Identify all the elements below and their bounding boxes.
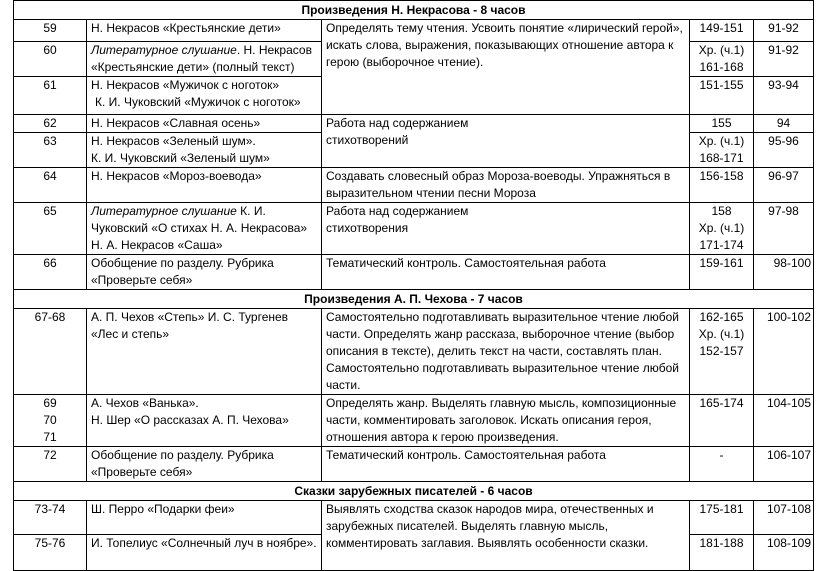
workbook-pages: 98-100	[754, 255, 814, 290]
work-title: Н. Некрасов «Славная осень»	[87, 115, 322, 133]
textbook-pages	[690, 203, 754, 255]
work-title	[87, 133, 322, 168]
pages-line: 161-168	[699, 60, 744, 74]
section-title: Произведения А. П. Чехова - 7 часов	[14, 290, 814, 309]
section-header	[14, 1, 814, 20]
work-title: Ш. Перро «Подарки феи»	[87, 501, 322, 535]
lesson-number: 60	[14, 42, 87, 77]
workbook-pages: 106-107	[754, 447, 814, 482]
lesson-number: 61	[14, 77, 87, 115]
lesson-number: 73-74	[14, 501, 87, 535]
work-title	[87, 395, 322, 447]
table-row	[14, 501, 814, 535]
work-title: Н. Некрасов «Мороз-воевода»	[87, 168, 322, 203]
workbook-pages: 93-94	[754, 77, 814, 115]
table-row	[14, 309, 814, 395]
activity-line: стихотворения	[326, 221, 409, 235]
lesson-number: 62	[14, 115, 87, 133]
lesson-number: 66	[14, 255, 87, 290]
work-title	[87, 77, 322, 115]
work-line: Н. Шер «О рассказах А. П. Чехова»	[91, 413, 289, 427]
lesson-number: 65	[14, 203, 87, 255]
textbook-pages: 156-158	[690, 168, 754, 203]
pages-line: Хр. (ч.1)	[698, 221, 745, 235]
table-row	[14, 395, 814, 447]
pages-line: 152-157	[699, 344, 744, 358]
workbook-pages: 96-97	[754, 168, 814, 203]
workbook-pages: 104-105	[754, 395, 814, 447]
table-row	[14, 255, 814, 290]
textbook-pages: -	[690, 447, 754, 482]
table-row	[14, 168, 814, 203]
lesson-number: 67-68	[14, 309, 87, 395]
workbook-pages: 107-108	[754, 501, 814, 535]
lesson-number: 63	[14, 133, 87, 168]
number-line: 69	[43, 396, 57, 410]
work-title-italic: Литературное слушание	[91, 43, 237, 57]
work-line: Н. Некрасов «Зеленый шум».	[91, 134, 256, 148]
work-line: К. И. Чуковский «Мужичок с ноготок»	[95, 95, 301, 109]
lesson-plan-table	[13, 0, 814, 571]
work-title: А. П. Чехов «Степь» И. С. Тургенев «Лес и степь»	[87, 309, 322, 395]
activity-description	[322, 115, 690, 168]
workbook-pages: 95-96	[754, 133, 814, 168]
lesson-number	[14, 395, 87, 447]
work-title	[87, 42, 322, 77]
activity-description: Создавать словесный образ Мороза-воеводы. Упражняться в выразительном чтении песни Мороза	[322, 168, 690, 203]
number-line: 70	[43, 413, 57, 427]
work-title-rest: К. И. Чуковский «О стихах Н. А. Некрасова» Н. А. Некрасов «Саша»	[91, 204, 308, 252]
section-title: Сказки зарубежных писателей - 6 часов	[14, 482, 814, 501]
table-row	[14, 447, 814, 482]
textbook-pages: 181-188	[690, 535, 754, 571]
activity-description: Определять тему чтения. Усвоить понятие «лирический герой», искать слова, выражения, показывающих отношение автора к герою (выборочное чтение).	[322, 20, 690, 115]
work-title	[87, 203, 322, 255]
workbook-pages: 108-109	[754, 535, 814, 571]
work-title-rest: . Н. Некрасов «Крестьянские дети» (полный текст)	[91, 43, 312, 74]
pages-line: 168-171	[699, 151, 744, 165]
workbook-pages: 100-102	[754, 309, 814, 395]
textbook-pages	[690, 309, 754, 395]
pages-line: 158	[711, 204, 732, 218]
activity-description: Тематический контроль. Самостоятельная работа	[322, 255, 690, 290]
pages-line: Хр. (ч.1)	[698, 327, 745, 341]
section-header	[14, 290, 814, 309]
activity-description: Самостоятельно подготавливать выразительное чтение любой части. Определять жанр рассказа, выборочное чтение (выбор описания в тексте), делить текст на части, составлять план. Самостоятельно подготавливать выразительное чтение любой части.	[322, 309, 690, 395]
textbook-pages: 165-174	[690, 395, 754, 447]
pages-line: 162-165	[699, 310, 744, 324]
work-line: А. Чехов «Ванька».	[91, 396, 199, 410]
work-title-italic: Литературное слушание	[91, 204, 237, 218]
pages-line: Хр. (ч.1)	[698, 43, 745, 57]
section-title: Произведения Н. Некрасова - 8 часов	[14, 1, 814, 20]
number-line: 71	[43, 430, 57, 444]
textbook-pages: 151-155	[690, 77, 754, 115]
textbook-pages	[690, 42, 754, 77]
lesson-number: 64	[14, 168, 87, 203]
textbook-pages: 159-161	[690, 255, 754, 290]
textbook-pages	[690, 133, 754, 168]
lesson-number: 59	[14, 20, 87, 42]
work-line: Н. Некрасов «Мужичок с ноготок»	[91, 78, 280, 92]
activity-description: Выявлять сходства сказок народов мира, отечественных и зарубежных писателей. Выделять главную мысль, комментировать заглавия. Выявлять особенности сказки.	[322, 501, 690, 571]
lesson-number: 72	[14, 447, 87, 482]
lesson-number: 75-76	[14, 535, 87, 571]
activity-description: Тематический контроль. Самостоятельная работа	[322, 447, 690, 482]
table-row	[14, 203, 814, 255]
work-title: Обобщение по разделу. Рубрика «Проверьте себя»	[87, 447, 322, 482]
table-row	[14, 20, 814, 42]
pages-line: 171-174	[699, 238, 744, 252]
pages-line: Хр. (ч.1)	[698, 134, 745, 148]
work-title: Обобщение по разделу. Рубрика «Проверьте себя»	[87, 255, 322, 290]
activity-line: стихотворений	[326, 133, 409, 147]
textbook-pages: 149-151	[690, 20, 754, 42]
work-title: И. Топелиус «Солнечный луч в ноябре».	[87, 535, 322, 571]
textbook-pages: 155	[690, 115, 754, 133]
workbook-pages: 97-98	[754, 203, 814, 255]
activity-line: Работа над содержанием	[326, 116, 469, 130]
workbook-pages: 91-92	[754, 42, 814, 77]
section-header	[14, 482, 814, 501]
activity-line: Работа над содержанием	[326, 204, 469, 218]
textbook-pages: 175-181	[690, 501, 754, 535]
table-row	[14, 115, 814, 133]
work-line: К. И. Чуковский «Зеленый шум»	[91, 151, 270, 165]
activity-description: Определять жанр. Выделять главную мысль, композиционные части, комментировать заголовок. Искать описания героя, отношения автора к герою произведения.	[322, 395, 690, 447]
activity-description	[322, 203, 690, 255]
work-title: Н. Некрасов «Крестьянские дети»	[87, 20, 322, 42]
workbook-pages: 91-92	[754, 20, 814, 42]
workbook-pages: 94	[754, 115, 814, 133]
